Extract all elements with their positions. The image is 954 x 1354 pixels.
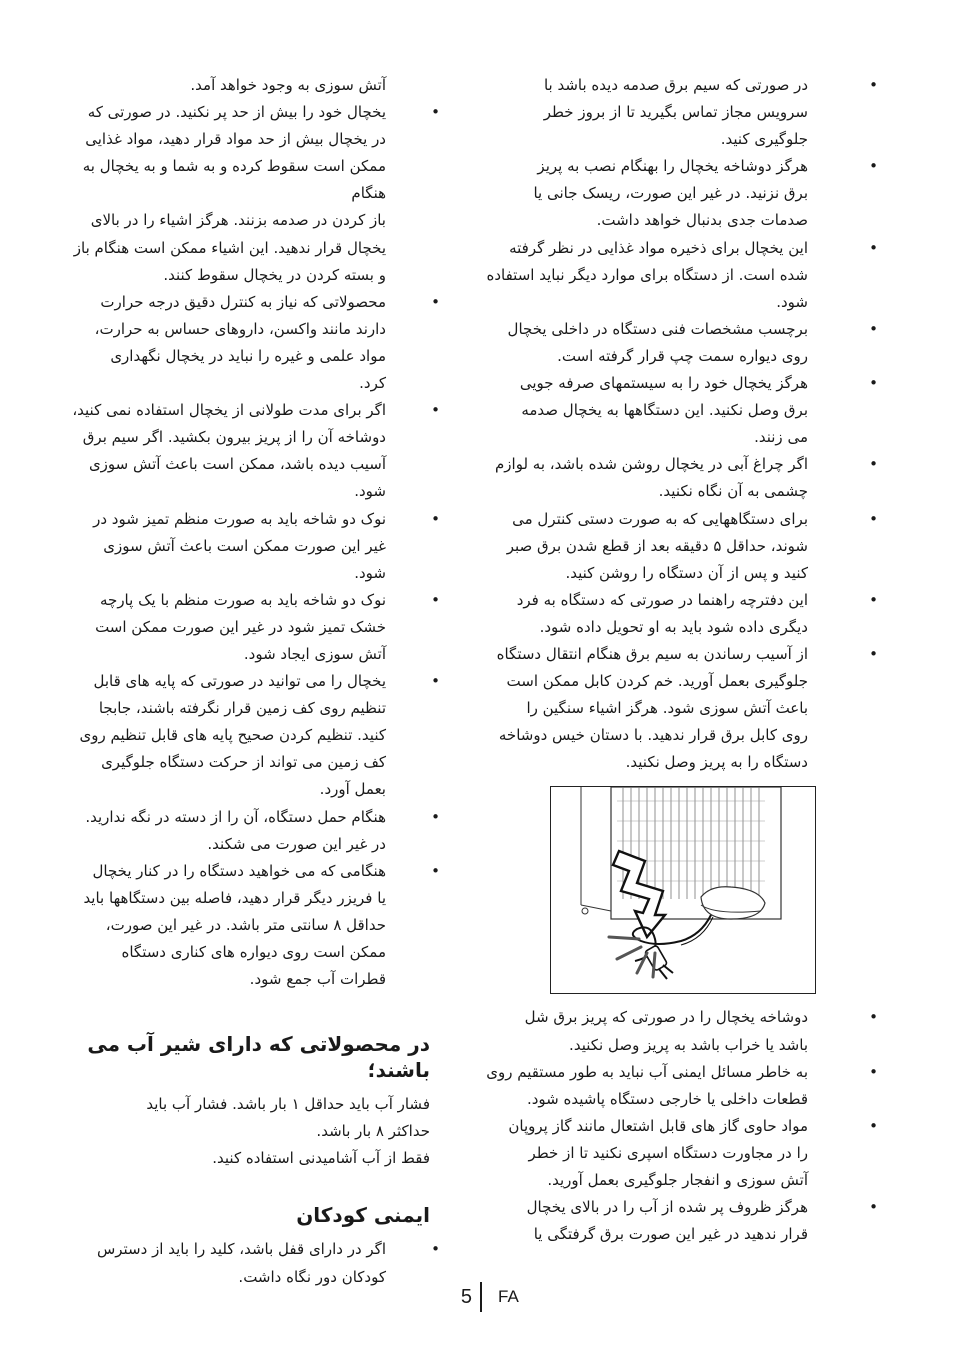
list-item: • هنگامی که می خواهید دستگاه را در کنار یخچال یا فریزر دیگر قرار دهید، فاصله بین دستگاهها باید حداقل ۸ سانتی متر باشد. در غیر این صورت، ممکن است روی دیواره های کناری دستگاه قطرات آب جمع شود.	[60, 858, 440, 993]
list-item: • به خاطر مسائل ایمنی آب نباید به طور مستقیم روی قطعات داخلی یا خارجی دستگاه پاشیده شود.	[466, 1059, 878, 1113]
page-number: 5	[460, 1285, 472, 1308]
list-item: • در صورتی که سیم برق صدمه دیده باشد با سرویس مجاز تماس بگیرید تا از بروز خطر جلوگیری کنید.	[466, 72, 878, 153]
footer-divider	[480, 1282, 482, 1312]
list-item: • محصولاتی که نیاز به کنترل دقیق درجه حرارت دارند مانند واکسن، داروهای حساس به حرارت، مواد علمی و غیره را نباید در یخچال نگهداری کرد.	[60, 289, 440, 397]
list-item: • برچسب مشخصات فنی دستگاه در داخلی یخچال روی دیواره سمت چپ قرار گرفته است.	[466, 316, 878, 370]
right-bullet-list-bottom	[466, 1004, 878, 1248]
list-item: • دوشاخه یخچال را در صورتی که پریز برق شل باشد یا خراب باشد به پریز وصل نکنید.	[466, 1004, 878, 1058]
list-item: • اگر برای مدت طولانی از یخچال استفاده نمی کنید، دوشاخه آن را از پریز بیرون بکشید. اگر سیم برق آسیب دیده باشد، ممکن است باعث آتش سوزی شود.	[60, 397, 440, 505]
water-dispenser-text: فشار آب باید حداقل ۱ بار باشد. فشار آب باید حداکثر ۸ بار باشد. فقط از آب آشامیدنی استفاده کنید.	[146, 1095, 430, 1168]
list-item: • هرگز ظروف پر شده از آب را در بالای یخچال قرار ندهید در غیر این صورت برق گرفتگی یا	[466, 1194, 878, 1248]
list-item: • هرگز یخچال خود را به سیستمهای صرفه جویی برق وصل نکنید. این دستگاهها به یخچال صدمه می زنند.	[466, 370, 878, 451]
right-column	[466, 72, 878, 1248]
list-item: • هنگام حمل دستگاه، آن را از دسته در نگه ندارید. در غیر این صورت می شکند.	[60, 804, 440, 858]
continuation-text: آتش سوزی به وجود خواهد آمد.	[190, 76, 386, 94]
child-safety-heading: ایمنی کودکان	[296, 1203, 430, 1228]
list-item: • نوک دو شاخه باید به صورت منظم با یک پارچه خشک تمیز شود در غیر این صورت ممکن است آتش سوزی ایجاد شود.	[60, 587, 440, 668]
language-code: FA	[498, 1287, 519, 1306]
list-item: • از آسیب رساندن به سیم برق هنگام انتقال دستگاه جلوگیری بعمل آورید. خم کردن کابل ممکن است باعث آتش سوزی شود. هرگز اشیاء سنگین را روی کابل برق قرار ندهید. با دستان خیس دوشاخه دستگاه را به پریز وصل نکنید.	[466, 641, 878, 776]
list-item: • این یخچال برای ذخیره مواد غذایی در نظر گرفته شده است. از دستگاه برای موارد دیگر نباید استفاده شود.	[466, 235, 878, 316]
power-cord-warning-illustration	[550, 786, 816, 994]
list-item: • این دفترچه راهنما در صورتی که دستگاه به فرد دیگری داده شود باید به او تحویل داده شود.	[466, 587, 878, 641]
list-item: • برای دستگاههایی که به صورت دستی کنترل می شوند، حداقل ۵ دقیقه بعد از قطع شدن برق صبر کنید و پس از آن دستگاه را روشن کنید.	[466, 506, 878, 587]
list-item: • اگر چراغ آبی در یخچال روشن شده باشد، به لوازم چشمی به آن نگاه نکنید.	[466, 451, 878, 505]
left-bullet-list	[60, 72, 440, 993]
water-dispenser-heading: در محصولاتی که دارای شیر آب می باشند؛	[87, 1032, 430, 1083]
list-item: • هرگز دوشاخه یخچال را بهنگام نصب به پریز برق نزنید. در غیر این صورت، ریسک جانی یا صدمات جدی بدنبال خواهد داشت.	[466, 153, 878, 234]
child-safety-list	[60, 1236, 440, 1290]
page-footer	[448, 1282, 519, 1312]
list-item: • نوک دو شاخه باید به صورت منظم تمیز شود در غیر این صورت ممکن است باعث آتش سوزی شود.	[60, 506, 440, 587]
fridge-cable-hazard-icon	[551, 787, 814, 992]
list-item: • اگر در دارای قفل باشد، کلید را باید از دسترس کودکان دور نگاه داشت.	[60, 1236, 440, 1290]
list-item: • یخچال را می توانید در صورتی که پایه های قابل تنظیم روی کف زمین قرار نگرفته باشند، جابجا کنید. تنظیم کردن صحیح پایه های قابل تنظیم روی کف زمین می تواند از حرکت دستگاه جلوگیری بعمل آورد.	[60, 668, 440, 803]
right-bullet-list-top	[466, 72, 878, 776]
list-item: • مواد حاوی گاز های قابل اشتعال مانند گاز پروپان را در مجاورت دستگاه اسپری نکنید تا از خطر آتش سوزی و انفجار جلوگیری بعمل آورید.	[466, 1113, 878, 1194]
list-item: • یخچال خود را بیش از حد پر نکنید. در صورتی که در یخچال بیش از حد مواد قرار دهید، مواد غذایی ممکن است سقوط کرده و به شما و به یخچال به هنگام باز کردن در صدمه بزنند. هرگز اشیاء را در بالای یخچال قرار ندهید. این اشیاء ممکن است هنگام باز و بسته کردن در یخچال سقوط کنند.	[60, 99, 440, 289]
left-column	[60, 72, 440, 1291]
